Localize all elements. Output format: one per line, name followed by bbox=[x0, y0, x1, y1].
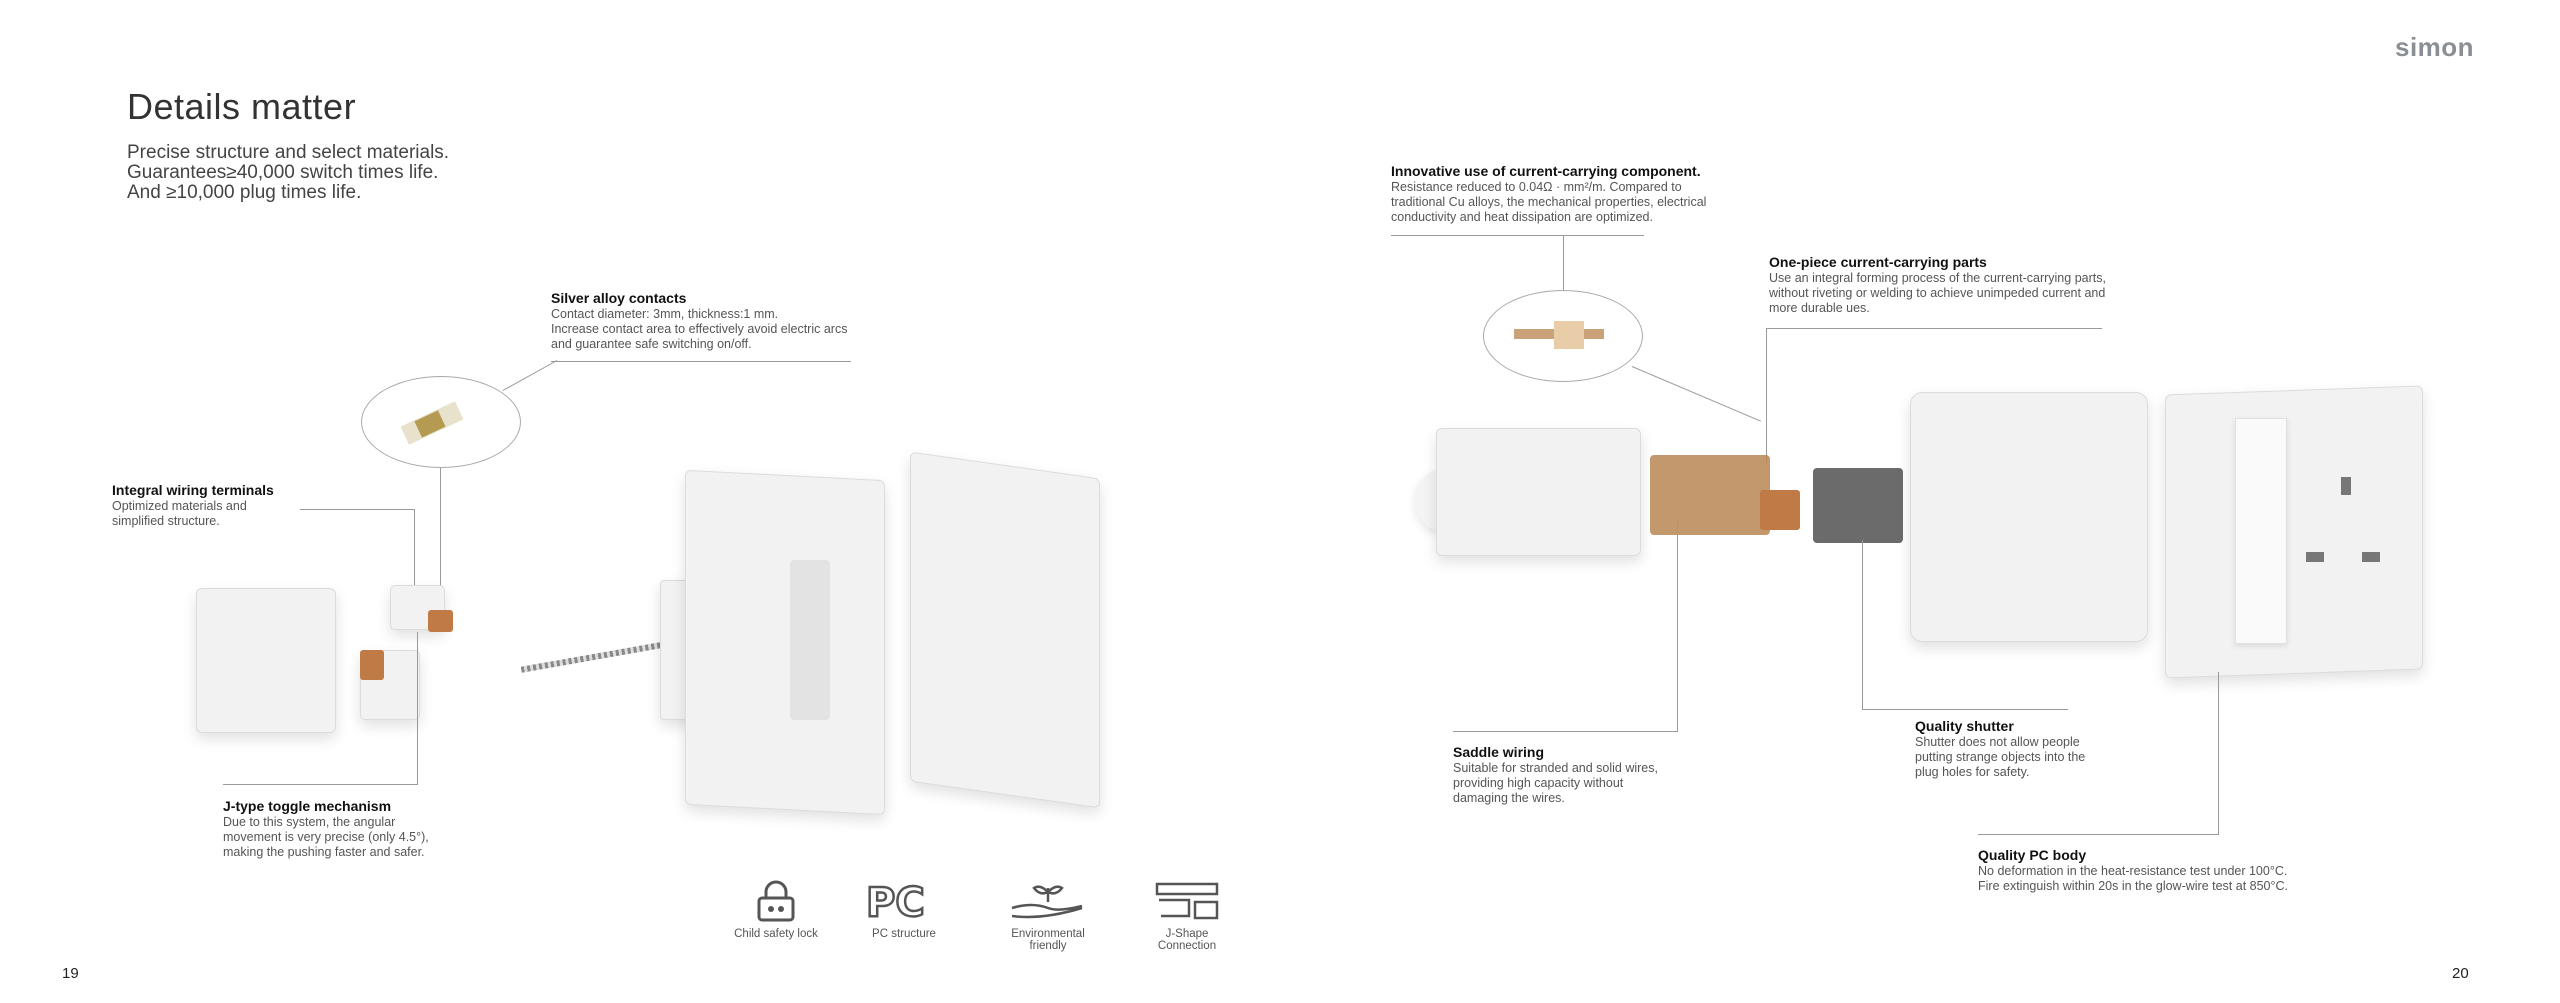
plug-hole bbox=[2362, 552, 2380, 562]
leader-line bbox=[2218, 672, 2219, 835]
callout-text: Suitable for stranded and solid wires, bbox=[1453, 761, 1658, 775]
callout-text: No deformation in the heat-resistance test under 100°C. bbox=[1978, 864, 2288, 878]
callout-text: Contact diameter: 3mm, thickness:1 mm. bbox=[551, 307, 779, 321]
leader-line bbox=[1862, 540, 1863, 710]
leader-line bbox=[1391, 235, 1644, 236]
callout-text: Use an integral forming process of the current-carrying parts, bbox=[1769, 271, 2106, 285]
callout-saddle-wiring bbox=[1453, 744, 1658, 806]
leader-line bbox=[1862, 709, 2068, 710]
copper-terminal bbox=[1760, 490, 1800, 530]
callout-title: Quality shutter bbox=[1915, 718, 2014, 734]
callout-silver-alloy-contacts bbox=[551, 290, 847, 352]
lock-icon bbox=[749, 880, 803, 922]
pc-icon bbox=[862, 880, 946, 922]
callout-title: Integral wiring terminals bbox=[112, 482, 274, 498]
svg-text:PC: PC bbox=[866, 880, 925, 922]
callout-text: putting strange objects into the bbox=[1915, 750, 2086, 764]
feature-child-safety-lock bbox=[711, 880, 841, 940]
leader-line bbox=[1766, 328, 2102, 329]
subtitle-line: And ≥10,000 plug times life. bbox=[127, 182, 362, 203]
copper-component-icon bbox=[1484, 291, 1643, 382]
callout-title: Innovative use of current-carrying component. bbox=[1391, 163, 1701, 179]
copper-terminal bbox=[428, 610, 453, 632]
socket-cover-plate bbox=[2165, 385, 2423, 678]
callout-title: Saddle wiring bbox=[1453, 744, 1545, 760]
socket-base-part bbox=[1436, 428, 1641, 556]
leader-line bbox=[417, 632, 418, 784]
feature-environmental-friendly bbox=[983, 880, 1113, 952]
callout-text: more durable ues. bbox=[1769, 301, 1870, 315]
switch-cover-plate bbox=[910, 452, 1100, 809]
leader-line bbox=[1632, 366, 1761, 422]
callout-text: Resistance reduced to 0.04Ω · mm²/m. Compared to bbox=[1391, 180, 1682, 194]
leader-line bbox=[1453, 731, 1678, 732]
socket-frame-part bbox=[1910, 392, 2148, 642]
plant-hand-icon bbox=[1008, 880, 1088, 922]
leader-line bbox=[1978, 834, 2219, 835]
callout-integral-wiring-terminals bbox=[112, 482, 274, 529]
subtitle-line: Precise structure and select materials. bbox=[127, 142, 450, 163]
callout-text: plug holes for safety. bbox=[1915, 765, 2030, 779]
subtitle-line: Guarantees≥40,000 switch times life. bbox=[127, 162, 439, 183]
switch-frame-part bbox=[685, 470, 885, 815]
callout-text: movement is very precise (only 4.5°), bbox=[223, 830, 429, 844]
copper-terminal-block bbox=[1650, 455, 1770, 535]
leader-line bbox=[440, 468, 441, 588]
leader-line bbox=[300, 509, 415, 510]
callout-title: Silver alloy contacts bbox=[551, 290, 687, 306]
plug-hole bbox=[2341, 477, 2351, 495]
component-zoom-circle bbox=[1483, 290, 1643, 382]
leader-line bbox=[551, 361, 851, 362]
callout-text: making the pushing faster and safer. bbox=[223, 845, 425, 859]
callout-text: traditional Cu alloys, the mechanical properties, electrical bbox=[1391, 195, 1707, 209]
callout-text: Shutter does not allow people bbox=[1915, 735, 2080, 749]
leader-line bbox=[223, 784, 418, 785]
callout-quality-pc-body bbox=[1978, 847, 2288, 894]
callout-text: without riveting or welding to achieve unimpeded current and bbox=[1769, 286, 2106, 300]
copper-terminal bbox=[360, 650, 384, 680]
feature-label: Environmental bbox=[1011, 928, 1085, 940]
callout-text: conductivity and heat dissipation are optimized. bbox=[1391, 210, 1653, 224]
page-title: Details matter bbox=[127, 86, 357, 127]
callout-title: One-piece current-carrying parts bbox=[1769, 254, 1987, 270]
callout-j-type-toggle bbox=[223, 798, 429, 860]
callout-text: providing high capacity without bbox=[1453, 776, 1624, 790]
silver-contact-icon bbox=[362, 377, 521, 468]
feature-label: Connection bbox=[1157, 940, 1217, 952]
switch-base-part bbox=[196, 588, 336, 733]
brand-logo: simon bbox=[2395, 32, 2475, 62]
leader-line bbox=[414, 509, 415, 589]
feature-label: friendly bbox=[1029, 940, 1067, 952]
page-number-right: 20 bbox=[2452, 965, 2469, 982]
feature-label: PC structure bbox=[872, 928, 936, 940]
j-shape-connection-icon bbox=[1149, 880, 1225, 922]
feature-label: J-Shape bbox=[1165, 928, 1209, 940]
callout-current-carrying-component bbox=[1391, 163, 1706, 225]
contact-zoom-circle bbox=[361, 376, 521, 468]
callout-quality-shutter bbox=[1915, 718, 2085, 780]
callout-title: J-type toggle mechanism bbox=[223, 798, 392, 814]
callout-one-piece-parts bbox=[1769, 254, 2106, 316]
callout-text: Increase contact area to effectively avoid electric arcs bbox=[551, 322, 848, 336]
leader-line bbox=[1677, 520, 1678, 732]
leader-line bbox=[1766, 328, 1767, 463]
callout-title: Quality PC body bbox=[1978, 847, 2087, 863]
callout-text: damaging the wires. bbox=[1453, 791, 1565, 805]
callout-text: Fire extinguish within 20s in the glow-wire test at 850°C. bbox=[1978, 879, 2289, 893]
callout-text: Optimized materials and bbox=[112, 499, 247, 513]
leader-line bbox=[503, 360, 558, 391]
plug-hole bbox=[2306, 552, 2324, 562]
callout-text: and guarantee safe switching on/off. bbox=[551, 337, 752, 351]
toggle-mechanism bbox=[790, 560, 830, 720]
shutter-mechanism bbox=[1813, 468, 1903, 543]
feature-label: Child safety lock bbox=[734, 928, 818, 940]
leader-line bbox=[1563, 235, 1564, 291]
page-number-left: 19 bbox=[62, 965, 79, 982]
page-subtitle bbox=[127, 143, 449, 203]
rocker-switch bbox=[2235, 418, 2287, 644]
callout-text: simplified structure. bbox=[112, 514, 220, 528]
feature-pc-structure bbox=[839, 880, 969, 940]
callout-text: Due to this system, the angular bbox=[223, 815, 396, 829]
feature-j-shape-connection bbox=[1122, 880, 1252, 952]
